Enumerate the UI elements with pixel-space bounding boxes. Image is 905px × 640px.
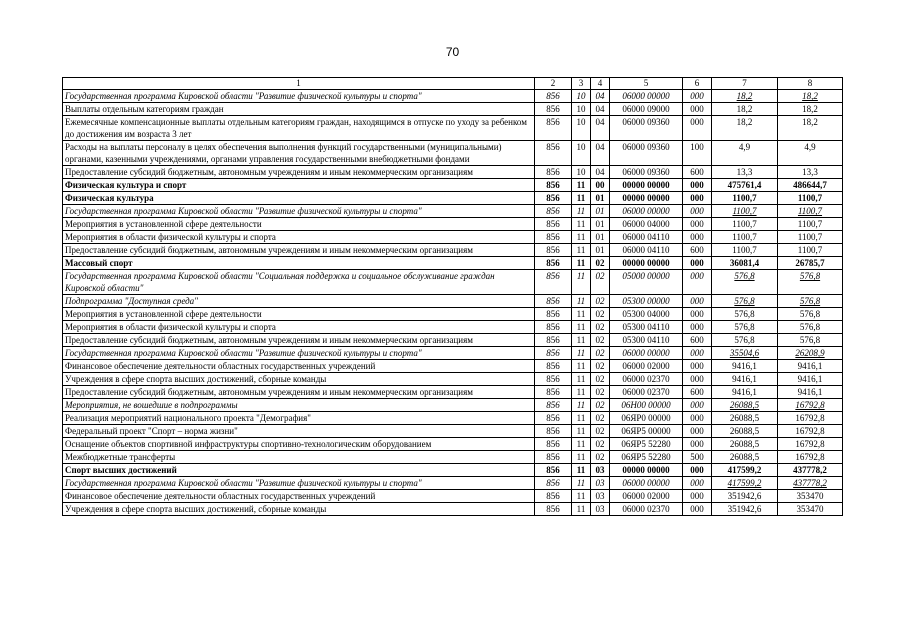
row-sum-2021-cell: 9416,1 bbox=[712, 386, 778, 399]
row-gr-cell: 856 bbox=[535, 321, 572, 334]
table-row bbox=[63, 166, 843, 179]
table-row bbox=[63, 257, 843, 270]
row-pr-cell: 03 bbox=[591, 464, 610, 477]
row-name-cell: Государственная программа Кировской области "Развитие физической культуры и спорта" bbox=[63, 205, 535, 218]
row-name-cell: Предоставление субсидий бюджетным, автономным учреждениям и иным некоммерческим организациям bbox=[63, 386, 535, 399]
row-rz-cell: 11 bbox=[572, 205, 591, 218]
row-vr-cell: 000 bbox=[683, 321, 712, 334]
row-gr-cell: 856 bbox=[535, 166, 572, 179]
row-name-cell: Финансовое обеспечение деятельности областных государственных учреждений bbox=[63, 360, 535, 373]
row-sum-2022-cell: 576,8 bbox=[778, 334, 843, 347]
budget-table-body bbox=[63, 78, 843, 516]
row-name-cell: Учреждения в сфере спорта высших достижений, сборные команды bbox=[63, 503, 535, 516]
row-sum-2021-cell: 1100,7 bbox=[712, 231, 778, 244]
row-vr-cell: 000 bbox=[683, 295, 712, 308]
column-header: 3 bbox=[572, 78, 591, 90]
row-name-cell: Выплаты отдельным категориям граждан bbox=[63, 103, 535, 116]
row-gr-cell: 856 bbox=[535, 412, 572, 425]
row-cs-cell: 06000 00000 bbox=[610, 347, 683, 360]
row-gr-cell: 856 bbox=[535, 425, 572, 438]
row-sum-2022-cell: 576,8 bbox=[778, 321, 843, 334]
row-cs-cell: 06ЯР5 52280 bbox=[610, 438, 683, 451]
row-cs-cell: 05300 00000 bbox=[610, 295, 683, 308]
page-number: 70 bbox=[445, 45, 460, 59]
row-name-cell: Массовый спорт bbox=[63, 257, 535, 270]
row-rz-cell: 11 bbox=[572, 503, 591, 516]
row-vr-cell: 000 bbox=[683, 490, 712, 503]
row-sum-2022-cell: 1100,7 bbox=[778, 218, 843, 231]
row-gr-cell: 856 bbox=[535, 451, 572, 464]
row-pr-cell: 02 bbox=[591, 308, 610, 321]
row-name-cell: Государственная программа Кировской области "Социальная поддержка и социальное обслуживание граждан Кировской области" bbox=[63, 270, 535, 295]
row-sum-2021-cell: 576,8 bbox=[712, 321, 778, 334]
row-pr-cell: 02 bbox=[591, 425, 610, 438]
column-header: 4 bbox=[591, 78, 610, 90]
row-sum-2022-cell: 353470 bbox=[778, 503, 843, 516]
row-name-cell: Предоставление субсидий бюджетным, автономным учреждениям и иным некоммерческим организациям bbox=[63, 166, 535, 179]
table-row bbox=[63, 244, 843, 257]
row-gr-cell: 856 bbox=[535, 192, 572, 205]
row-vr-cell: 000 bbox=[683, 503, 712, 516]
row-rz-cell: 11 bbox=[572, 218, 591, 231]
row-sum-2021-cell: 13,3 bbox=[712, 166, 778, 179]
column-header: 1 bbox=[63, 78, 535, 90]
row-name-cell: Реализация мероприятий национального проекта "Демография" bbox=[63, 412, 535, 425]
row-cs-cell: 00000 00000 bbox=[610, 179, 683, 192]
row-cs-cell: 06000 09360 bbox=[610, 116, 683, 141]
row-sum-2022-cell: 9416,1 bbox=[778, 386, 843, 399]
row-name-cell: Мероприятия в области физической культуры и спорта bbox=[63, 231, 535, 244]
row-sum-2021-cell: 26088,5 bbox=[712, 451, 778, 464]
table-row bbox=[63, 103, 843, 116]
row-sum-2022-cell: 26208,9 bbox=[778, 347, 843, 360]
row-rz-cell: 11 bbox=[572, 257, 591, 270]
table-row bbox=[63, 205, 843, 218]
row-sum-2021-cell: 1100,7 bbox=[712, 218, 778, 231]
row-cs-cell: 06000 09360 bbox=[610, 166, 683, 179]
row-sum-2022-cell: 1100,7 bbox=[778, 231, 843, 244]
row-cs-cell: 06000 02000 bbox=[610, 360, 683, 373]
row-vr-cell: 000 bbox=[683, 179, 712, 192]
row-vr-cell: 000 bbox=[683, 360, 712, 373]
row-name-cell: Расходы на выплаты персоналу в целях обеспечения выполнения функций государственными (муниципальными) органами, казенными учреждениями, органами управления государственными внебюджетными фондами bbox=[63, 141, 535, 166]
row-name-cell: Государственная программа Кировской области "Развитие физической культуры и спорта" bbox=[63, 347, 535, 360]
row-vr-cell: 600 bbox=[683, 334, 712, 347]
row-name-cell: Межбюджетные трансферты bbox=[63, 451, 535, 464]
row-rz-cell: 11 bbox=[572, 490, 591, 503]
row-gr-cell: 856 bbox=[535, 386, 572, 399]
row-sum-2022-cell: 16792,8 bbox=[778, 412, 843, 425]
row-gr-cell: 856 bbox=[535, 464, 572, 477]
row-sum-2022-cell: 18,2 bbox=[778, 90, 843, 103]
row-rz-cell: 10 bbox=[572, 141, 591, 166]
row-vr-cell: 000 bbox=[683, 270, 712, 295]
row-sum-2021-cell: 9416,1 bbox=[712, 360, 778, 373]
row-gr-cell: 856 bbox=[535, 490, 572, 503]
table-row bbox=[63, 425, 843, 438]
row-pr-cell: 01 bbox=[591, 231, 610, 244]
row-gr-cell: 856 bbox=[535, 295, 572, 308]
row-gr-cell: 856 bbox=[535, 116, 572, 141]
row-name-cell: Мероприятия в установленной сфере деятельности bbox=[63, 308, 535, 321]
row-rz-cell: 11 bbox=[572, 308, 591, 321]
row-pr-cell: 02 bbox=[591, 373, 610, 386]
row-pr-cell: 02 bbox=[591, 257, 610, 270]
row-pr-cell: 00 bbox=[591, 179, 610, 192]
row-pr-cell: 04 bbox=[591, 116, 610, 141]
row-pr-cell: 02 bbox=[591, 334, 610, 347]
row-pr-cell: 03 bbox=[591, 503, 610, 516]
row-rz-cell: 11 bbox=[572, 179, 591, 192]
row-gr-cell: 856 bbox=[535, 179, 572, 192]
row-pr-cell: 02 bbox=[591, 321, 610, 334]
row-cs-cell: 00000 00000 bbox=[610, 464, 683, 477]
row-rz-cell: 11 bbox=[572, 192, 591, 205]
row-pr-cell: 02 bbox=[591, 399, 610, 412]
row-gr-cell: 856 bbox=[535, 205, 572, 218]
table-row bbox=[63, 490, 843, 503]
row-sum-2022-cell: 18,2 bbox=[778, 103, 843, 116]
row-gr-cell: 856 bbox=[535, 334, 572, 347]
row-sum-2022-cell: 18,2 bbox=[778, 116, 843, 141]
row-sum-2022-cell: 576,8 bbox=[778, 295, 843, 308]
table-row bbox=[63, 179, 843, 192]
row-cs-cell: 06ЯР5 00000 bbox=[610, 425, 683, 438]
table-row bbox=[63, 360, 843, 373]
row-vr-cell: 100 bbox=[683, 141, 712, 166]
row-rz-cell: 11 bbox=[572, 425, 591, 438]
row-cs-cell: 06000 00000 bbox=[610, 477, 683, 490]
row-sum-2021-cell: 417599,2 bbox=[712, 464, 778, 477]
row-name-cell: Предоставление субсидий бюджетным, автономным учреждениям и иным некоммерческим организациям bbox=[63, 244, 535, 257]
row-rz-cell: 11 bbox=[572, 438, 591, 451]
row-gr-cell: 856 bbox=[535, 308, 572, 321]
row-sum-2022-cell: 26785,7 bbox=[778, 257, 843, 270]
row-vr-cell: 000 bbox=[683, 218, 712, 231]
row-name-cell: Финансовое обеспечение деятельности областных государственных учреждений bbox=[63, 490, 535, 503]
row-sum-2021-cell: 475761,4 bbox=[712, 179, 778, 192]
row-pr-cell: 01 bbox=[591, 192, 610, 205]
row-cs-cell: 00000 00000 bbox=[610, 192, 683, 205]
column-header: 2 bbox=[535, 78, 572, 90]
column-header: 6 bbox=[683, 78, 712, 90]
row-gr-cell: 856 bbox=[535, 244, 572, 257]
row-sum-2021-cell: 26088,5 bbox=[712, 425, 778, 438]
row-sum-2021-cell: 18,2 bbox=[712, 103, 778, 116]
row-name-cell: Государственная программа Кировской области "Развитие физической культуры и спорта" bbox=[63, 90, 535, 103]
row-rz-cell: 11 bbox=[572, 386, 591, 399]
row-cs-cell: 05000 00000 bbox=[610, 270, 683, 295]
table-header-row bbox=[63, 78, 843, 90]
row-name-cell: Федеральный проект "Спорт – норма жизни" bbox=[63, 425, 535, 438]
row-sum-2021-cell: 35504,6 bbox=[712, 347, 778, 360]
column-header: 5 bbox=[610, 78, 683, 90]
row-name-cell: Мероприятия в установленной сфере деятельности bbox=[63, 218, 535, 231]
row-sum-2021-cell: 576,8 bbox=[712, 270, 778, 295]
row-sum-2022-cell: 9416,1 bbox=[778, 373, 843, 386]
row-rz-cell: 10 bbox=[572, 116, 591, 141]
table-row bbox=[63, 116, 843, 141]
row-sum-2022-cell: 437778,2 bbox=[778, 464, 843, 477]
row-gr-cell: 856 bbox=[535, 103, 572, 116]
row-vr-cell: 000 bbox=[683, 90, 712, 103]
row-vr-cell: 000 bbox=[683, 438, 712, 451]
row-name-cell: Подпрограмма "Доступная среда" bbox=[63, 295, 535, 308]
row-vr-cell: 000 bbox=[683, 192, 712, 205]
column-header: 8 bbox=[778, 78, 843, 90]
row-cs-cell: 06000 02000 bbox=[610, 490, 683, 503]
row-sum-2021-cell: 9416,1 bbox=[712, 373, 778, 386]
row-vr-cell: 500 bbox=[683, 451, 712, 464]
row-name-cell: Физическая культура и спорт bbox=[63, 179, 535, 192]
table-row bbox=[63, 503, 843, 516]
row-name-cell: Спорт высших достижений bbox=[63, 464, 535, 477]
row-sum-2022-cell: 16792,8 bbox=[778, 425, 843, 438]
table-row bbox=[63, 412, 843, 425]
row-cs-cell: 06000 09000 bbox=[610, 103, 683, 116]
row-rz-cell: 11 bbox=[572, 477, 591, 490]
row-pr-cell: 02 bbox=[591, 412, 610, 425]
row-vr-cell: 000 bbox=[683, 308, 712, 321]
row-sum-2021-cell: 576,8 bbox=[712, 295, 778, 308]
row-rz-cell: 11 bbox=[572, 464, 591, 477]
row-sum-2022-cell: 437778,2 bbox=[778, 477, 843, 490]
row-gr-cell: 856 bbox=[535, 503, 572, 516]
row-vr-cell: 600 bbox=[683, 386, 712, 399]
row-cs-cell: 06000 00000 bbox=[610, 205, 683, 218]
row-pr-cell: 02 bbox=[591, 360, 610, 373]
row-sum-2022-cell: 1100,7 bbox=[778, 205, 843, 218]
row-sum-2022-cell: 1100,7 bbox=[778, 244, 843, 257]
row-pr-cell: 04 bbox=[591, 103, 610, 116]
row-name-cell: Мероприятия в области физической культуры и спорта bbox=[63, 321, 535, 334]
table-row bbox=[63, 308, 843, 321]
row-vr-cell: 000 bbox=[683, 399, 712, 412]
row-sum-2021-cell: 18,2 bbox=[712, 90, 778, 103]
row-gr-cell: 856 bbox=[535, 438, 572, 451]
row-rz-cell: 11 bbox=[572, 360, 591, 373]
row-cs-cell: 06Н00 00000 bbox=[610, 399, 683, 412]
row-sum-2022-cell: 353470 bbox=[778, 490, 843, 503]
row-pr-cell: 01 bbox=[591, 205, 610, 218]
table-row bbox=[63, 270, 843, 295]
row-pr-cell: 02 bbox=[591, 451, 610, 464]
row-rz-cell: 11 bbox=[572, 295, 591, 308]
table-row bbox=[63, 218, 843, 231]
row-sum-2022-cell: 13,3 bbox=[778, 166, 843, 179]
table-row bbox=[63, 438, 843, 451]
table-row bbox=[63, 192, 843, 205]
row-vr-cell: 000 bbox=[683, 103, 712, 116]
row-sum-2022-cell: 4,9 bbox=[778, 141, 843, 166]
table-row bbox=[63, 464, 843, 477]
row-sum-2022-cell: 576,8 bbox=[778, 270, 843, 295]
row-rz-cell: 11 bbox=[572, 399, 591, 412]
row-sum-2021-cell: 26088,5 bbox=[712, 438, 778, 451]
table-row bbox=[63, 373, 843, 386]
row-cs-cell: 06000 00000 bbox=[610, 90, 683, 103]
row-cs-cell: 06000 04110 bbox=[610, 244, 683, 257]
row-sum-2021-cell: 26088,5 bbox=[712, 412, 778, 425]
row-vr-cell: 000 bbox=[683, 257, 712, 270]
row-cs-cell: 06000 02370 bbox=[610, 503, 683, 516]
row-rz-cell: 11 bbox=[572, 347, 591, 360]
row-gr-cell: 856 bbox=[535, 141, 572, 166]
row-sum-2021-cell: 417599,2 bbox=[712, 477, 778, 490]
table-row bbox=[63, 334, 843, 347]
row-sum-2021-cell: 36081,4 bbox=[712, 257, 778, 270]
row-name-cell: Мероприятия, не вошедшие в подпрограммы bbox=[63, 399, 535, 412]
row-rz-cell: 11 bbox=[572, 244, 591, 257]
row-sum-2021-cell: 1100,7 bbox=[712, 205, 778, 218]
row-sum-2021-cell: 18,2 bbox=[712, 116, 778, 141]
column-header: 7 bbox=[712, 78, 778, 90]
table-row bbox=[63, 295, 843, 308]
row-gr-cell: 856 bbox=[535, 399, 572, 412]
row-cs-cell: 06000 02370 bbox=[610, 386, 683, 399]
row-rz-cell: 11 bbox=[572, 270, 591, 295]
row-cs-cell: 05300 04110 bbox=[610, 321, 683, 334]
row-pr-cell: 02 bbox=[591, 438, 610, 451]
row-cs-cell: 06000 02370 bbox=[610, 373, 683, 386]
row-cs-cell: 00000 00000 bbox=[610, 257, 683, 270]
row-sum-2022-cell: 486644,7 bbox=[778, 179, 843, 192]
row-vr-cell: 000 bbox=[683, 477, 712, 490]
row-cs-cell: 05300 04110 bbox=[610, 334, 683, 347]
table-row bbox=[63, 231, 843, 244]
row-vr-cell: 000 bbox=[683, 373, 712, 386]
row-vr-cell: 000 bbox=[683, 425, 712, 438]
row-rz-cell: 11 bbox=[572, 412, 591, 425]
row-sum-2021-cell: 1100,7 bbox=[712, 192, 778, 205]
row-gr-cell: 856 bbox=[535, 218, 572, 231]
row-vr-cell: 600 bbox=[683, 244, 712, 257]
row-pr-cell: 01 bbox=[591, 218, 610, 231]
row-gr-cell: 856 bbox=[535, 90, 572, 103]
row-pr-cell: 01 bbox=[591, 244, 610, 257]
table-row bbox=[63, 90, 843, 103]
row-gr-cell: 856 bbox=[535, 257, 572, 270]
table-row bbox=[63, 386, 843, 399]
row-cs-cell: 06000 04110 bbox=[610, 231, 683, 244]
table-row bbox=[63, 347, 843, 360]
row-gr-cell: 856 bbox=[535, 231, 572, 244]
row-sum-2022-cell: 576,8 bbox=[778, 308, 843, 321]
row-sum-2021-cell: 351942,6 bbox=[712, 490, 778, 503]
row-pr-cell: 02 bbox=[591, 295, 610, 308]
row-pr-cell: 02 bbox=[591, 386, 610, 399]
row-cs-cell: 06000 09360 bbox=[610, 141, 683, 166]
row-cs-cell: 06ЯР0 00000 bbox=[610, 412, 683, 425]
row-sum-2022-cell: 16792,8 bbox=[778, 399, 843, 412]
budget-table bbox=[62, 77, 843, 516]
row-vr-cell: 000 bbox=[683, 205, 712, 218]
row-gr-cell: 856 bbox=[535, 270, 572, 295]
row-sum-2022-cell: 16792,8 bbox=[778, 451, 843, 464]
row-name-cell: Оснащение объектов спортивной инфраструктуры спортивно-технологическим оборудованием bbox=[63, 438, 535, 451]
row-vr-cell: 000 bbox=[683, 116, 712, 141]
row-pr-cell: 03 bbox=[591, 490, 610, 503]
row-cs-cell: 06000 04000 bbox=[610, 218, 683, 231]
table-row bbox=[63, 141, 843, 166]
row-gr-cell: 856 bbox=[535, 360, 572, 373]
row-rz-cell: 10 bbox=[572, 103, 591, 116]
row-sum-2021-cell: 1100,7 bbox=[712, 244, 778, 257]
table-row bbox=[63, 477, 843, 490]
row-pr-cell: 02 bbox=[591, 347, 610, 360]
row-rz-cell: 11 bbox=[572, 321, 591, 334]
row-rz-cell: 11 bbox=[572, 334, 591, 347]
row-vr-cell: 000 bbox=[683, 464, 712, 477]
row-rz-cell: 10 bbox=[572, 90, 591, 103]
row-gr-cell: 856 bbox=[535, 477, 572, 490]
row-pr-cell: 03 bbox=[591, 477, 610, 490]
row-sum-2021-cell: 576,8 bbox=[712, 334, 778, 347]
row-sum-2021-cell: 26088,5 bbox=[712, 399, 778, 412]
row-rz-cell: 11 bbox=[572, 373, 591, 386]
row-cs-cell: 05300 04000 bbox=[610, 308, 683, 321]
row-name-cell: Ежемесячные компенсационные выплаты отдельным категориям граждан, находящимся в отпуске по уходу за ребенком до достижения им возраста 3 лет bbox=[63, 116, 535, 141]
row-vr-cell: 000 bbox=[683, 231, 712, 244]
row-rz-cell: 11 bbox=[572, 231, 591, 244]
row-vr-cell: 600 bbox=[683, 166, 712, 179]
row-gr-cell: 856 bbox=[535, 347, 572, 360]
row-sum-2021-cell: 4,9 bbox=[712, 141, 778, 166]
row-rz-cell: 10 bbox=[572, 166, 591, 179]
row-sum-2022-cell: 1100,7 bbox=[778, 192, 843, 205]
row-sum-2021-cell: 576,8 bbox=[712, 308, 778, 321]
row-vr-cell: 000 bbox=[683, 347, 712, 360]
row-name-cell: Предоставление субсидий бюджетным, автономным учреждениям и иным некоммерческим организациям bbox=[63, 334, 535, 347]
row-pr-cell: 04 bbox=[591, 166, 610, 179]
row-pr-cell: 02 bbox=[591, 270, 610, 295]
row-sum-2021-cell: 351942,6 bbox=[712, 503, 778, 516]
row-pr-cell: 04 bbox=[591, 141, 610, 166]
row-pr-cell: 04 bbox=[591, 90, 610, 103]
table-row bbox=[63, 399, 843, 412]
row-name-cell: Физическая культура bbox=[63, 192, 535, 205]
row-gr-cell: 856 bbox=[535, 373, 572, 386]
row-sum-2022-cell: 16792,8 bbox=[778, 438, 843, 451]
row-name-cell: Государственная программа Кировской области "Развитие физической культуры и спорта" bbox=[63, 477, 535, 490]
row-vr-cell: 000 bbox=[683, 412, 712, 425]
row-sum-2022-cell: 9416,1 bbox=[778, 360, 843, 373]
table-row bbox=[63, 451, 843, 464]
row-rz-cell: 11 bbox=[572, 451, 591, 464]
row-name-cell: Учреждения в сфере спорта высших достижений, сборные команды bbox=[63, 373, 535, 386]
table-row bbox=[63, 321, 843, 334]
row-cs-cell: 06ЯР5 52280 bbox=[610, 451, 683, 464]
